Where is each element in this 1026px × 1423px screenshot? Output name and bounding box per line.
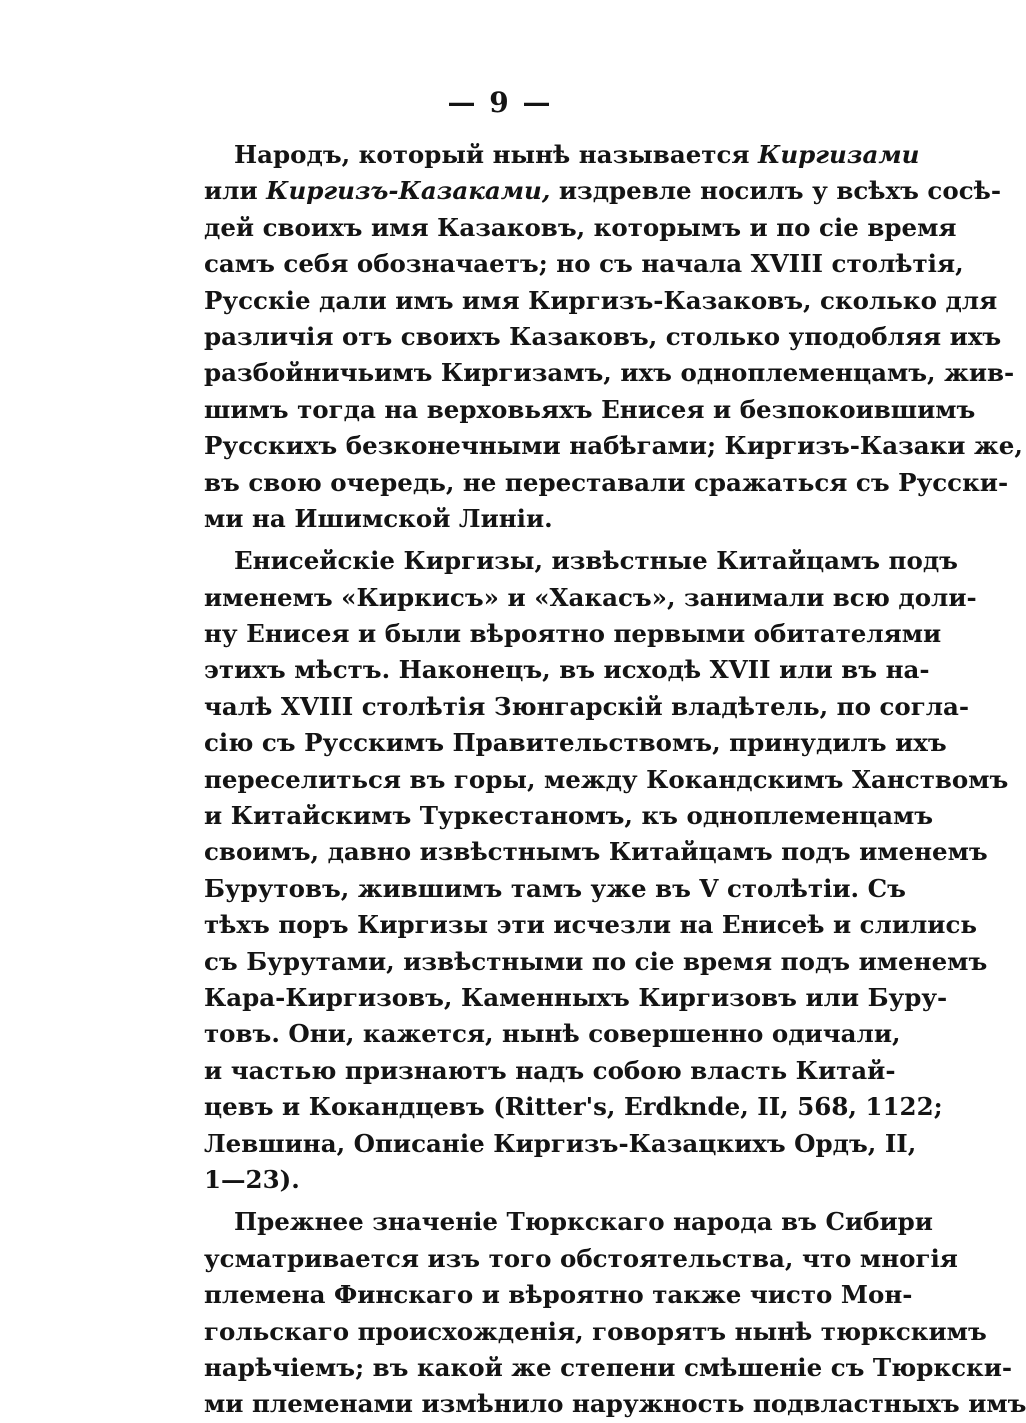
text-segment: именемъ «Киркисъ» и «Хакасъ», занимали всю доли- bbox=[204, 582, 977, 612]
text-line bbox=[204, 652, 930, 688]
text-segment: чалѣ XVIII столѣтія Зюнгарскій владѣтель, по согла- bbox=[204, 691, 970, 721]
text-line bbox=[204, 1350, 1013, 1386]
text-line bbox=[204, 246, 964, 282]
text-segment: Русскихъ безконечными набѣгами; Киргизъ-Казаки же, bbox=[204, 431, 1023, 461]
text-segment: Бурутовъ, жившимъ тамъ уже въ V столѣтіи. Съ bbox=[204, 873, 906, 903]
text-line bbox=[204, 871, 906, 907]
text-line bbox=[204, 501, 837, 537]
text-segment: издревле носилъ у всѣхъ сосѣ- bbox=[550, 176, 1002, 206]
text-segment: дей своихъ имя Казаковъ, которымъ и по сіе время bbox=[204, 212, 957, 242]
text-line bbox=[204, 543, 958, 579]
text-segment: Енисейскіе Киргизы, извѣстные Китайцамъ подъ bbox=[234, 546, 958, 576]
text-line bbox=[204, 1016, 901, 1052]
italic-term: Киргизъ-Казаками, bbox=[266, 176, 551, 206]
text-line bbox=[204, 762, 1009, 798]
text-line bbox=[204, 689, 970, 725]
text-segment: нарѣчіемъ; въ какой же степени смѣшеніе съ Тюркски- bbox=[204, 1352, 1013, 1382]
text-segment: или bbox=[204, 176, 267, 206]
text-segment: въ свою очередь, не переставали сражаться съ Русски- bbox=[204, 467, 1009, 497]
text-line bbox=[204, 1204, 933, 1240]
text-line bbox=[204, 1386, 1026, 1422]
text-line bbox=[204, 980, 948, 1016]
text-segment: Левшина, Описаніе Киргизъ-Казацкихъ Ордъ, II, bbox=[204, 1128, 917, 1158]
text-segment: Кара-Киргизовъ, Каменныхъ Киргизовъ или Буру- bbox=[204, 982, 948, 1012]
text-line bbox=[204, 1162, 837, 1198]
text-line bbox=[204, 798, 934, 834]
text-segment: этихъ мѣстъ. Наконецъ, въ исходѣ XVII или въ на- bbox=[204, 655, 930, 685]
paragraph bbox=[204, 137, 1023, 537]
text-line bbox=[204, 428, 1023, 464]
text-segment: товъ. Они, кажется, нынѣ совершенно одичали, bbox=[204, 1019, 901, 1049]
text-segment: своимъ, давно извѣстнымъ Китайцамъ подъ именемъ bbox=[204, 837, 988, 867]
text-segment: разбойничьимъ Киргизамъ, ихъ одноплеменцамъ, жив- bbox=[204, 358, 1015, 388]
text-line bbox=[204, 1053, 896, 1089]
text-line bbox=[204, 355, 1015, 391]
text-segment: и Китайскимъ Туркестаномъ, къ одноплеменцамъ bbox=[204, 801, 934, 831]
text-segment: Народъ, который нынѣ называется bbox=[234, 140, 759, 169]
text-segment: и частью признаютъ надъ собою власть Китай- bbox=[204, 1055, 896, 1085]
text-segment: съ Бурутами, извѣстными по сіе время подъ именемъ bbox=[204, 946, 988, 976]
text-segment: цевъ и Кокандцевъ (Ritter's, Erdknde, II, 568, 1122; bbox=[204, 1092, 943, 1122]
text-line bbox=[204, 944, 988, 980]
text-segment: Прежнее значеніе Тюркскаго народа въ Сибири bbox=[234, 1207, 933, 1237]
italic-term: Киргизами bbox=[758, 140, 920, 169]
text-segment: различія отъ своихъ Казаковъ, столько уподобляя ихъ bbox=[204, 321, 1002, 351]
text-line bbox=[204, 283, 998, 319]
text-segment: племена Финскаго и вѣроятно также чисто Мон- bbox=[204, 1280, 913, 1310]
text-segment: ми на Ишимской Линіи. bbox=[204, 503, 553, 533]
text-segment: Русскіе дали имъ имя Киргизъ-Казаковъ, сколько для bbox=[204, 285, 998, 315]
text-line bbox=[204, 907, 978, 943]
text-line bbox=[204, 1277, 913, 1313]
text-line bbox=[204, 319, 1002, 355]
text-segment: 1—23). bbox=[204, 1164, 300, 1194]
text-segment: сію съ Русскимъ Правительствомъ, принудилъ ихъ bbox=[204, 728, 947, 758]
text-line bbox=[204, 580, 977, 616]
text-line bbox=[204, 725, 947, 761]
text-segment: самъ себя обозначаетъ; но съ начала XVIII столѣтія, bbox=[204, 249, 964, 279]
text-line bbox=[204, 210, 957, 246]
paragraph bbox=[204, 1204, 1026, 1422]
text-segment: ну Енисея и были вѣроятно первыми обитателями bbox=[204, 619, 942, 649]
text-line bbox=[204, 1241, 958, 1277]
page-number: — 9 — bbox=[447, 86, 553, 119]
text-line bbox=[204, 173, 1002, 209]
text-segment: тѣхъ поръ Киргизы эти исчезли на Енисеѣ и слились bbox=[204, 910, 978, 940]
text-line bbox=[204, 465, 1009, 501]
text-line bbox=[204, 1314, 987, 1350]
text-segment: гольскаго происхожденія, говорятъ нынѣ тюркскимъ bbox=[204, 1316, 987, 1346]
paragraph bbox=[204, 543, 1009, 1198]
text-line bbox=[204, 616, 942, 652]
text-line bbox=[204, 1089, 943, 1125]
text-segment: шимъ тогда на верховьяхъ Енисея и безпокоившимъ bbox=[204, 394, 976, 424]
text-segment: переселиться въ горы, между Кокандскимъ Ханствомъ bbox=[204, 764, 1009, 794]
body-text bbox=[204, 137, 1026, 1423]
text-line bbox=[204, 1126, 917, 1162]
text-line bbox=[204, 392, 976, 428]
text-segment: усматривается изъ того обстоятельства, что многія bbox=[204, 1243, 958, 1273]
text-line bbox=[204, 834, 988, 870]
text-line bbox=[204, 137, 920, 173]
text-segment: ми племенами измѣнило наружность подвластныхъ имъ bbox=[204, 1389, 1026, 1419]
